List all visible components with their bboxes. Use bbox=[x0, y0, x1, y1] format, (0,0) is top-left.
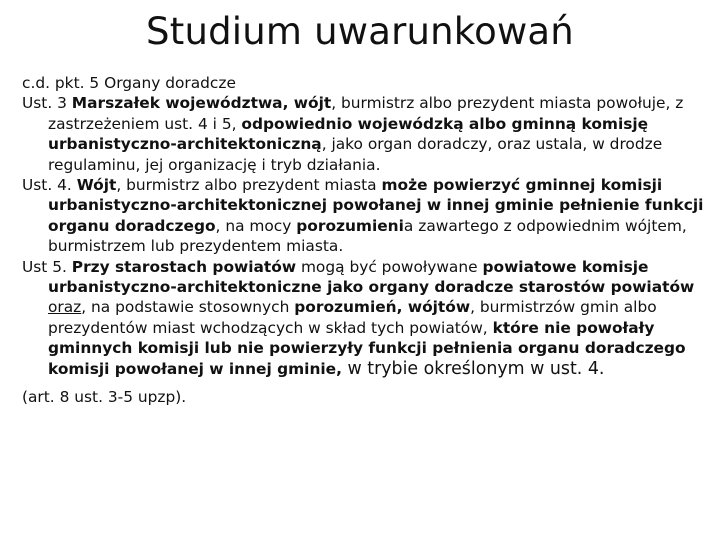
ust5-underlined: oraz bbox=[48, 298, 82, 317]
ust5-text-2: , na podstawie stosownych bbox=[81, 298, 295, 317]
ust3-lead: Ust. 3 bbox=[22, 94, 72, 113]
ust5-bold-1: Przy starostach powiatów bbox=[71, 257, 297, 276]
citation: (art. 8 ust. 3-5 upzp). bbox=[22, 388, 187, 407]
ust3-text-1: , burmistrz albo prezydent miasta powołuje, z zastrzeżeniem ust. 4 i 5, bbox=[48, 94, 684, 133]
ust4-bold-1: Wójt bbox=[76, 176, 117, 195]
ust4-text-1: , burmistrz albo prezydent miasta bbox=[116, 176, 382, 195]
ust5-bold-2: powiatowe komisje urbanistyczno-architektoniczne jako organy doradcze starostów powiatów bbox=[48, 257, 695, 297]
ust3-bold-2: odpowiednio wojewódzką albo gminną komisję urbanistyczno-architektoniczną bbox=[48, 114, 649, 154]
paragraph-ust-3 bbox=[22, 93, 712, 175]
ust4-bold-3: porozumieni bbox=[296, 216, 404, 235]
ust4-text-2: , na mocy bbox=[215, 216, 297, 235]
ust5-bold-3: porozumień, wójtów bbox=[294, 298, 471, 317]
ust5-text-4: w trybie określonym w ust. 4. bbox=[341, 358, 605, 379]
paragraph-ust-4 bbox=[22, 175, 712, 257]
ust4-bold-2: może powierzyć gminnej komisji urbanistyczno-architektonicznej powołanej w innej gminie pełnienie funkcji organu doradczego bbox=[48, 176, 704, 235]
ust4-lead: Ust. 4. bbox=[22, 176, 77, 195]
ust5-lead: Ust 5. bbox=[22, 257, 72, 276]
section-heading: c.d. pkt. 5 Organy doradcze bbox=[22, 74, 236, 92]
ust5-text-1: mogą być powoływane bbox=[296, 257, 483, 276]
ust3-bold-1: Marszałek województwa, wójt bbox=[71, 94, 332, 113]
document-body bbox=[22, 73, 712, 408]
page-title: Studium uwarunkowań bbox=[146, 10, 574, 53]
paragraph-ust-5 bbox=[22, 257, 712, 379]
ust4-text-3: a zawartego z odpowiednim wójtem, burmistrzem lub prezydentem miasta. bbox=[48, 216, 687, 256]
ust5-bold-4: które nie powołały gminnych komisji lub nie powierzyły funkcji pełnienia organu doradczego komisji powołanej w innej gminie, bbox=[48, 318, 686, 378]
ust5-text-3: , burmistrzów gmin albo prezydentów miast wchodzących w skład tych powiatów, bbox=[48, 298, 657, 337]
ust3-text-2: , jako organ doradczy, oraz ustala, w drodze regulaminu, jej organizację i tryb działania. bbox=[48, 135, 663, 174]
